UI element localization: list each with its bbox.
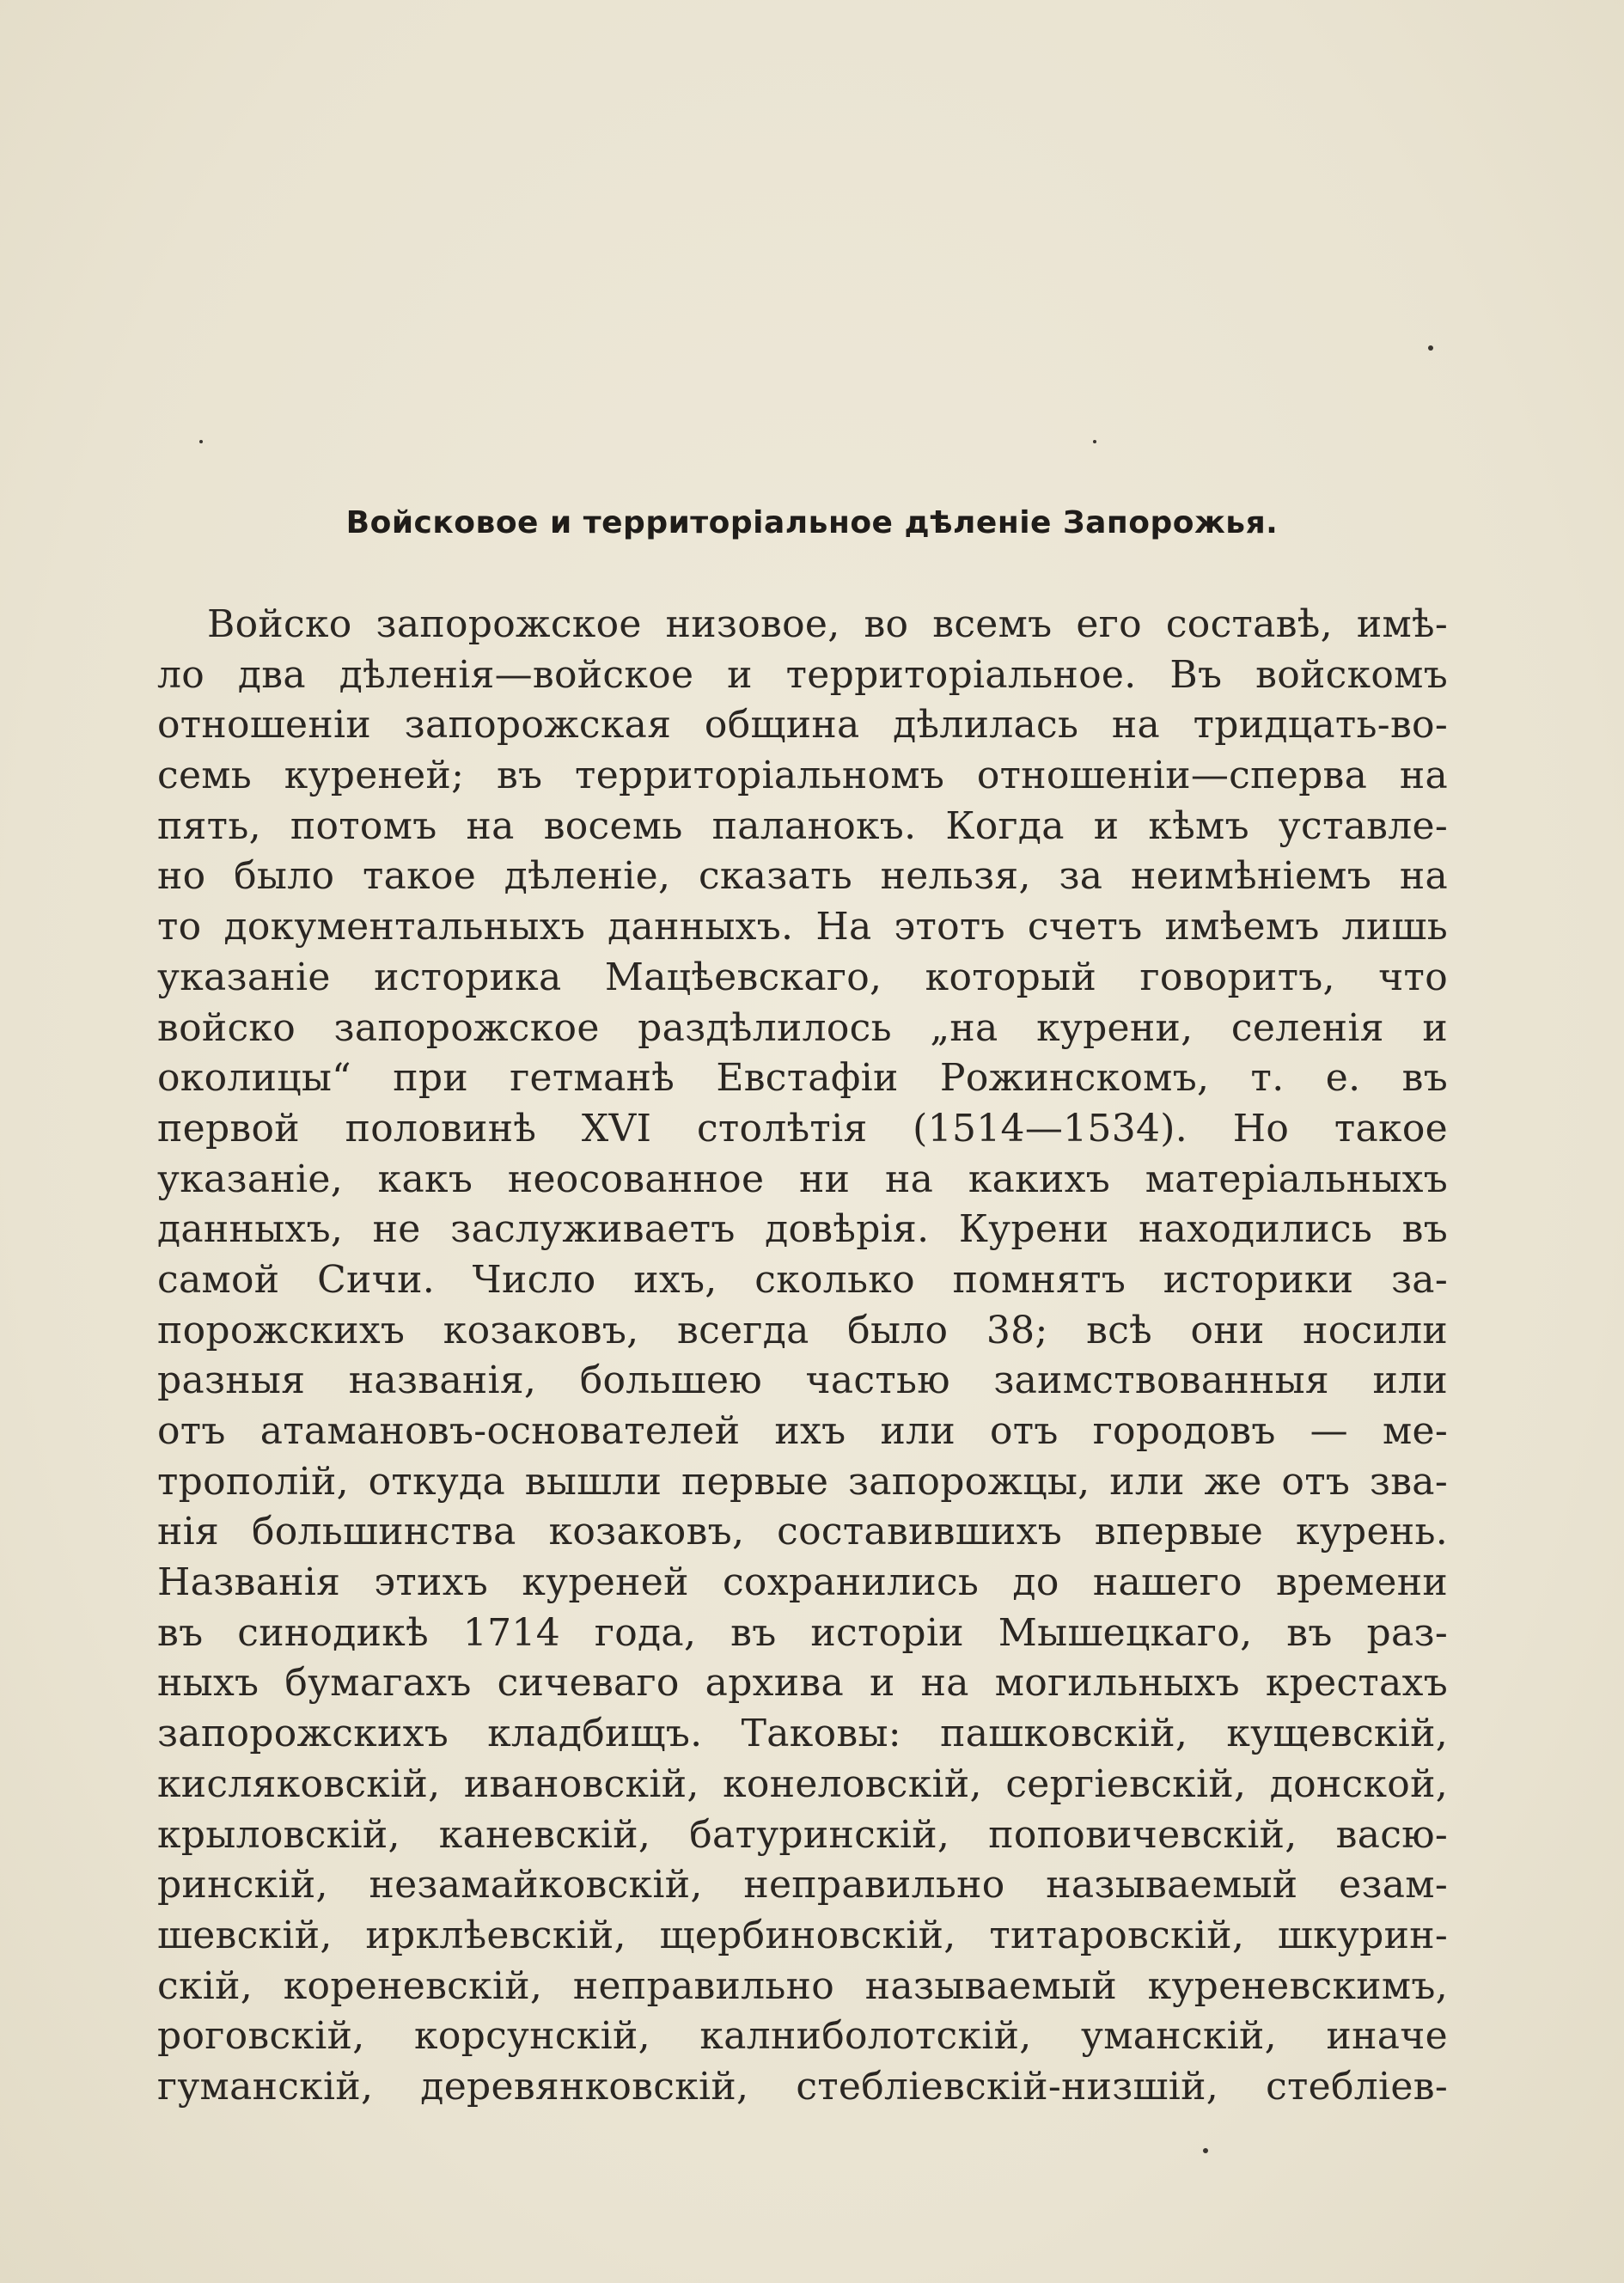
text-line: ныхъ бумагахъ сичеваго архива и на могильныхъ крестахъ — [157, 1661, 1448, 1706]
text-line: ринскій, незамайковскій, неправильно называемый езам- — [157, 1863, 1448, 1908]
text-line: семь куреней; въ территоріальномъ отношеніи—сперва на — [157, 754, 1448, 798]
text-line: данныхъ, не заслуживаетъ довѣрія. Курени находились въ — [157, 1207, 1448, 1252]
section-heading: Войсковое и территоріальное дѣленіе Запорожья. — [345, 505, 1279, 540]
text-line: ло два дѣленія—войское и территоріальное. Въ войскомъ — [157, 652, 1448, 697]
text-line: роговскій, корсунскій, калниболотскій, уманскій, иначе — [157, 2014, 1448, 2059]
text-line: трополій, откуда вышли первые запорожцы, или же отъ зва- — [157, 1459, 1448, 1504]
text-line: отъ атамановъ-основателей ихъ или отъ городовъ — ме- — [157, 1409, 1448, 1453]
ink-speck — [1428, 345, 1433, 351]
text-line: скій, кореневскій, неправильно называемый куреневскимъ, — [157, 1963, 1448, 2008]
text-line: Войско запорожское низовое, во всемъ его составѣ, имѣ- — [207, 602, 1448, 646]
text-line: но было такое дѣленіе, сказать нельзя, за неимѣніемъ на — [157, 854, 1448, 899]
text-line: околицы“ при гетманѣ Евстафіи Рожинскомъ, т. е. въ — [157, 1056, 1448, 1101]
text-line: въ синодикѣ 1714 года, въ исторіи Мышецкаго, въ раз- — [157, 1610, 1448, 1655]
text-line: пять, потомъ на восемь паланокъ. Когда и кѣмъ уставле- — [157, 803, 1448, 848]
text-line: разныя названія, большею частью заимствованныя или — [157, 1358, 1448, 1403]
text-line: указаніе, какъ неосованное ни на какихъ матеріальныхъ — [157, 1157, 1448, 1201]
text-line: отношеніи запорожская община дѣлилась на тридцать-во- — [157, 703, 1448, 748]
text-line: нія большинства козаковъ, составившихъ впервые курень. — [157, 1510, 1448, 1554]
text-line: крыловскій, каневскій, батуринскій, поповичевскій, васю- — [157, 1812, 1448, 1857]
ink-speck — [1203, 2148, 1208, 2153]
text-line: то документальныхъ данныхъ. На этотъ счетъ имѣемъ лишь — [157, 905, 1448, 949]
ink-speck — [199, 440, 203, 443]
body-paragraph — [157, 600, 1448, 2113]
text-line: шевскій, ирклѣевскій, щербиновскій, титаровскій, шкурин- — [157, 1913, 1448, 1957]
text-line: самой Сичи. Число ихъ, сколько помнятъ историки за- — [157, 1257, 1448, 1302]
text-line: кисляковскій, ивановскій, конеловскій, сергіевскій, донской, — [157, 1761, 1448, 1806]
text-line: порожскихъ козаковъ, всегда было 38; всѣ они носили — [157, 1308, 1448, 1352]
text-line: гуманскій, деревянковскій, стебліевскій-низшій, стебліев- — [157, 2064, 1448, 2109]
text-line: войско запорожское раздѣлилось „на курени, селенія и — [157, 1005, 1448, 1050]
text-line: первой половинѣ XVI столѣтія (1514—1534). Но такое — [157, 1106, 1448, 1151]
text-line: запорожскихъ кладбищъ. Таковы: пашковскій, кущевскій, — [157, 1712, 1448, 1756]
text-line: Названія этихъ куреней сохранились до нашего времени — [157, 1560, 1448, 1605]
ink-speck — [1093, 440, 1096, 443]
text-line: указаніе историка Мацѣевскаго, который говоритъ, что — [157, 955, 1448, 999]
